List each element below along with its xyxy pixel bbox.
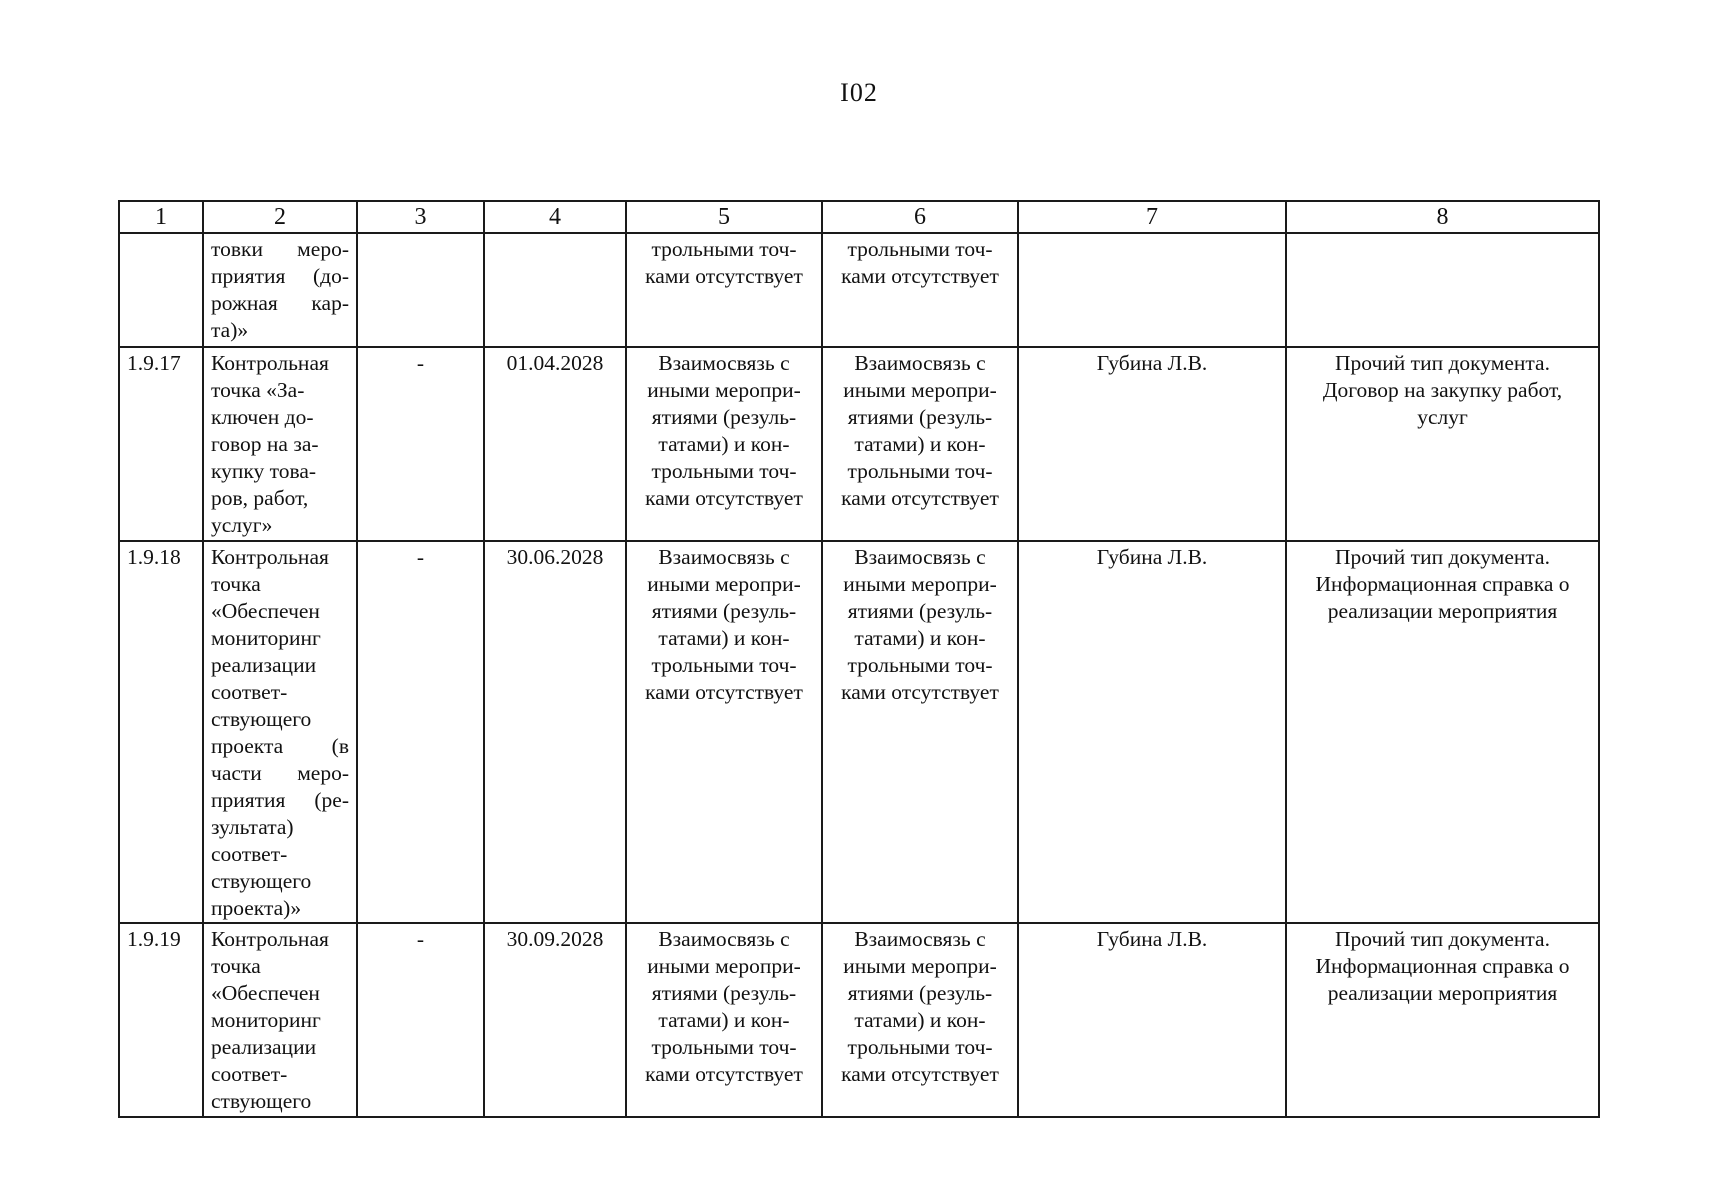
- document-type-cell: [1286, 233, 1599, 347]
- cell-line: ками отсутствует: [645, 680, 803, 704]
- cell-line: татами) и кон-: [658, 1008, 790, 1032]
- cell-line: та)»: [211, 318, 249, 342]
- cell-line: «Обеспечен: [211, 599, 320, 623]
- cell-line: части меро-: [211, 761, 349, 785]
- cell-line: реализации: [211, 1035, 317, 1059]
- cell-line: татами) и кон-: [854, 1008, 986, 1032]
- cell-line: «Обеспечен: [211, 981, 320, 1005]
- cell-line: говор на за-: [211, 432, 319, 456]
- start-date-cell: -: [357, 347, 484, 541]
- table-row: [119, 233, 1599, 347]
- predecessor-cell: [626, 541, 822, 923]
- item-number-cell: 1.9.19: [119, 923, 203, 1117]
- start-date-cell: -: [357, 923, 484, 1117]
- cell-line: трольными точ-: [651, 1035, 797, 1059]
- column-header-4: 4: [484, 201, 626, 233]
- cell-line: реализации: [211, 653, 317, 677]
- responsible-cell: Губина Л.В.: [1018, 541, 1286, 923]
- cell-line: Взаимосвязь с: [854, 351, 986, 375]
- cell-line: реализации мероприятия: [1327, 599, 1558, 623]
- cell-line: трольными точ-: [847, 1035, 993, 1059]
- item-number-cell: [119, 233, 203, 347]
- cell-line: трольными точ-: [847, 653, 993, 677]
- cell-line: проекта)»: [211, 896, 302, 920]
- cell-line: точка «За-: [211, 378, 305, 402]
- cell-line: Контрольная: [211, 927, 329, 951]
- cell-line: ками отсутствует: [841, 264, 999, 288]
- cell-line: ками отсутствует: [841, 680, 999, 704]
- column-header-8: 8: [1286, 201, 1599, 233]
- cell-line: ствующего: [211, 869, 312, 893]
- cell-line: ствующего: [211, 707, 312, 731]
- cell-line: зультата): [211, 815, 294, 839]
- cell-line: трольными точ-: [847, 459, 993, 483]
- cell-line: точка: [211, 954, 261, 978]
- cell-line: соответ-: [211, 680, 288, 704]
- column-header-6: 6: [822, 201, 1018, 233]
- event-name-cell: [203, 347, 357, 541]
- cell-line: купку това-: [211, 459, 317, 483]
- end-date-cell: 01.04.2028: [484, 347, 626, 541]
- page-number: I02: [840, 78, 878, 107]
- cell-line: ками отсутствует: [841, 486, 999, 510]
- cell-line: Договор на закупку работ,: [1322, 378, 1563, 402]
- cell-line: Информационная справка о: [1315, 572, 1570, 596]
- cell-line: точка: [211, 572, 261, 596]
- cell-line: иными меропри-: [647, 378, 801, 402]
- cell-line: иными меропри-: [647, 954, 801, 978]
- responsible-cell: Губина Л.В.: [1018, 923, 1286, 1117]
- end-date-cell: 30.06.2028: [484, 541, 626, 923]
- cell-line: Контрольная: [211, 351, 329, 375]
- cell-line: ятиями (резуль-: [847, 599, 993, 623]
- cell-line: ятиями (резуль-: [651, 599, 797, 623]
- cell-line: иными меропри-: [843, 954, 997, 978]
- cell-line: приятия (до-: [211, 264, 349, 288]
- column-header-1: 1: [119, 201, 203, 233]
- cell-line: ров, работ,: [211, 486, 309, 510]
- cell-line: ками отсутствует: [645, 264, 803, 288]
- predecessor-cell: [626, 233, 822, 347]
- table-row: [119, 923, 1599, 1117]
- cell-line: Прочий тип документа.: [1335, 927, 1550, 951]
- cell-line: ключен до-: [211, 405, 314, 429]
- plan-table: [118, 200, 1600, 1118]
- table-body: [119, 233, 1599, 1117]
- column-header-3: 3: [357, 201, 484, 233]
- column-header-7: 7: [1018, 201, 1286, 233]
- header-row: [119, 201, 1599, 233]
- cell-line: ятиями (резуль-: [651, 981, 797, 1005]
- start-date-cell: -: [357, 541, 484, 923]
- cell-line: ками отсутствует: [841, 1062, 999, 1086]
- end-date-cell: [484, 233, 626, 347]
- document-type-cell: [1286, 541, 1599, 923]
- cell-line: мониторинг: [211, 1008, 321, 1032]
- event-name-cell: [203, 923, 357, 1117]
- cell-line: мониторинг: [211, 626, 321, 650]
- cell-line: татами) и кон-: [854, 626, 986, 650]
- predecessor-cell: [626, 347, 822, 541]
- successor-cell: [822, 233, 1018, 347]
- cell-line: приятия (ре-: [211, 788, 349, 812]
- event-name-cell: [203, 233, 357, 347]
- cell-line: ствующего: [211, 1089, 312, 1113]
- cell-line: ками отсутствует: [645, 486, 803, 510]
- cell-line: услуг: [1417, 405, 1468, 429]
- start-date-cell: [357, 233, 484, 347]
- cell-line: Прочий тип документа.: [1335, 351, 1550, 375]
- responsible-cell: Губина Л.В.: [1018, 347, 1286, 541]
- cell-line: трольными точ-: [847, 237, 993, 261]
- cell-line: Взаимосвязь с: [854, 545, 986, 569]
- cell-line: проекта (в: [211, 734, 349, 758]
- cell-line: товки меро-: [211, 237, 349, 261]
- table-row: [119, 541, 1599, 923]
- responsible-cell: [1018, 233, 1286, 347]
- column-header-2: 2: [203, 201, 357, 233]
- cell-line: татами) и кон-: [854, 432, 986, 456]
- successor-cell: [822, 347, 1018, 541]
- cell-line: соответ-: [211, 842, 288, 866]
- cell-line: соответ-: [211, 1062, 288, 1086]
- cell-line: татами) и кон-: [658, 432, 790, 456]
- cell-line: иными меропри-: [647, 572, 801, 596]
- cell-line: услуг»: [211, 513, 273, 537]
- cell-line: Прочий тип документа.: [1335, 545, 1550, 569]
- cell-line: Взаимосвязь с: [854, 927, 986, 951]
- end-date-cell: 30.09.2028: [484, 923, 626, 1117]
- item-number-cell: 1.9.18: [119, 541, 203, 923]
- cell-line: ками отсутствует: [645, 1062, 803, 1086]
- predecessor-cell: [626, 923, 822, 1117]
- event-name-cell: [203, 541, 357, 923]
- cell-line: иными меропри-: [843, 572, 997, 596]
- cell-line: иными меропри-: [843, 378, 997, 402]
- cell-line: ятиями (резуль-: [651, 405, 797, 429]
- column-header-5: 5: [626, 201, 822, 233]
- cell-line: ятиями (резуль-: [847, 405, 993, 429]
- cell-line: Взаимосвязь с: [658, 545, 790, 569]
- cell-line: трольными точ-: [651, 237, 797, 261]
- cell-line: татами) и кон-: [658, 626, 790, 650]
- successor-cell: [822, 541, 1018, 923]
- cell-line: рожная кар-: [211, 291, 349, 315]
- item-number-cell: 1.9.17: [119, 347, 203, 541]
- cell-line: трольными точ-: [651, 459, 797, 483]
- cell-line: трольными точ-: [651, 653, 797, 677]
- cell-line: Взаимосвязь с: [658, 927, 790, 951]
- cell-line: ятиями (резуль-: [847, 981, 993, 1005]
- table-row: [119, 347, 1599, 541]
- cell-line: реализации мероприятия: [1327, 981, 1558, 1005]
- document-type-cell: [1286, 923, 1599, 1117]
- cell-line: Контрольная: [211, 545, 329, 569]
- cell-line: Информационная справка о: [1315, 954, 1570, 978]
- cell-line: Взаимосвязь с: [658, 351, 790, 375]
- document-type-cell: [1286, 347, 1599, 541]
- successor-cell: [822, 923, 1018, 1117]
